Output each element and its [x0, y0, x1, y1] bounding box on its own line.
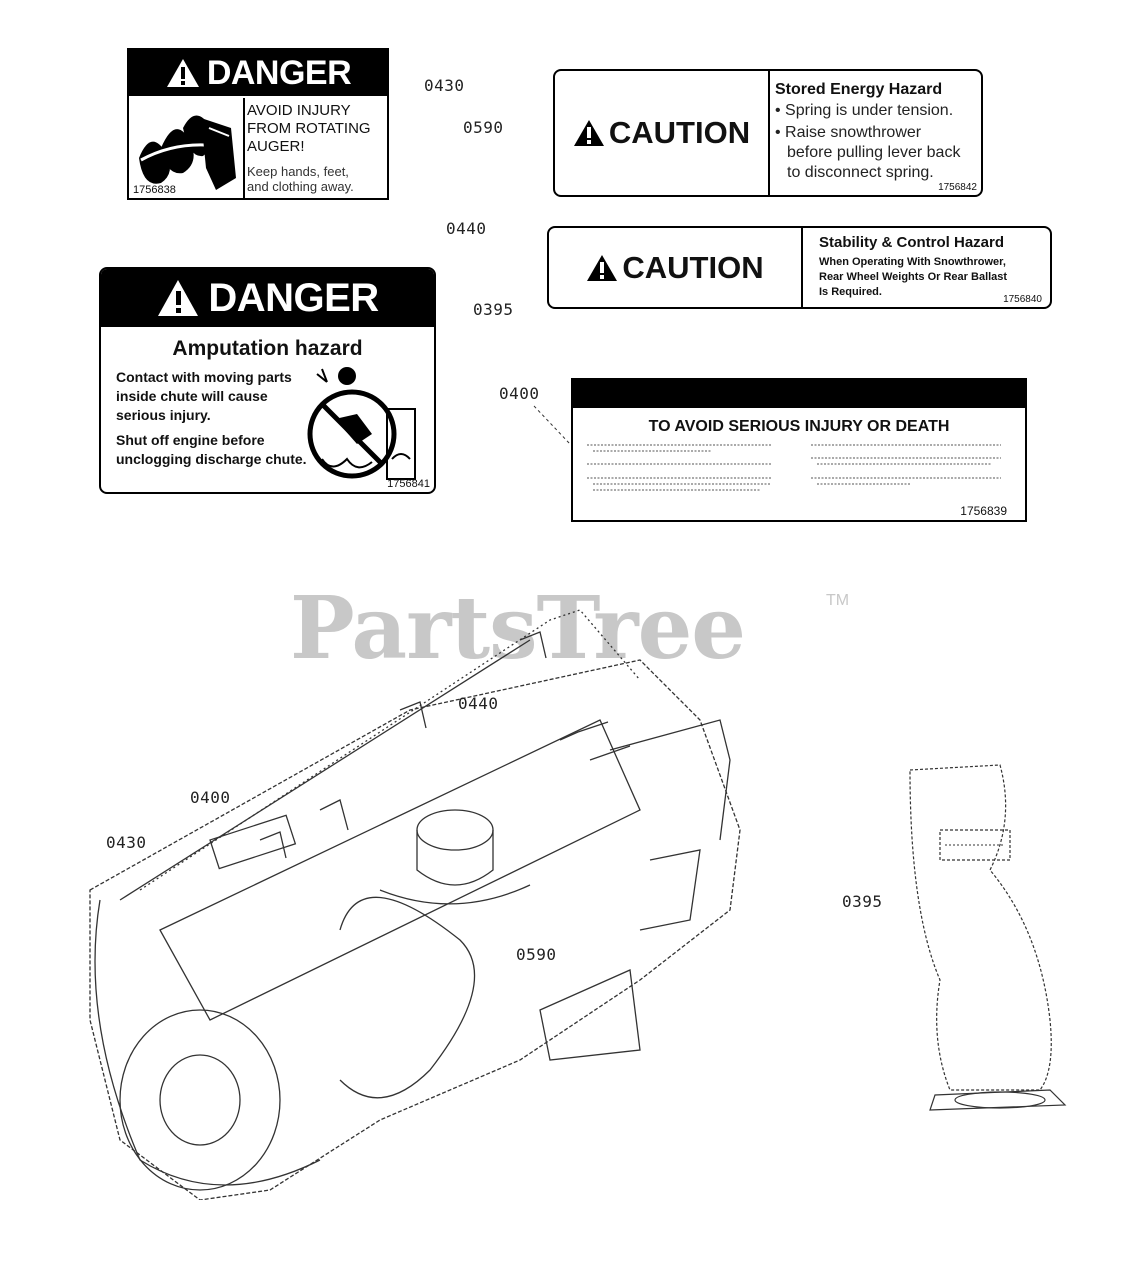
callout-0395-bottom: 0395 — [842, 892, 883, 911]
decal-title: Stored Energy Hazard — [775, 81, 943, 98]
text-line: unclogging discharge chute. — [116, 451, 307, 467]
text-line: and clothing away. — [247, 179, 354, 194]
warning-triangle-icon — [573, 119, 605, 147]
text-line: Rear Wheel Weights Or Rear Ballast — [819, 271, 1008, 283]
callout-0440-bottom: 0440 — [458, 694, 499, 713]
part-number: 1756838 — [133, 184, 176, 196]
decal-danger-amputation — [99, 267, 436, 494]
snowthrower-housing-drawing — [80, 600, 760, 1200]
caution-label: CAUTION — [622, 249, 764, 285]
decal-title: Amputation hazard — [172, 337, 363, 360]
part-number: 1756842 — [938, 182, 977, 193]
warning-triangle-icon — [165, 57, 201, 89]
decal-title: TO AVOID SERIOUS INJURY OR DEATH — [648, 418, 950, 435]
text-line: Contact with moving parts — [116, 369, 292, 385]
text-line: serious injury. — [116, 407, 211, 423]
text-line: Is Required. — [819, 286, 882, 298]
bullet-cont: to disconnect spring. — [787, 164, 934, 181]
decal-danger-auger — [127, 48, 389, 200]
caution-label: CAUTION — [608, 115, 751, 150]
warning-triangle-icon — [156, 278, 200, 318]
fine-print-text-block — [581, 440, 1021, 512]
decal-header-bar — [573, 380, 1025, 408]
text-line: AVOID INJURY — [247, 102, 351, 119]
auger-hazard-icon — [131, 98, 245, 198]
text-line: FROM ROTATING — [247, 120, 371, 137]
danger-header — [101, 269, 434, 327]
bullet: • Raise snowthrower — [775, 124, 922, 141]
callout-0400-top: 0400 — [499, 384, 540, 403]
bullet-cont: before pulling lever back — [787, 144, 961, 161]
callout-0430-bottom: 0430 — [106, 833, 147, 852]
warning-triangle-icon — [586, 254, 618, 282]
decal-avoid-injury — [571, 378, 1027, 522]
danger-header — [129, 50, 387, 96]
callout-0590-bottom: 0590 — [516, 945, 557, 964]
danger-label: DANGER — [206, 53, 352, 92]
decal-caution-stored-energy — [553, 69, 983, 197]
part-number: 1756839 — [960, 504, 1007, 518]
decal-caution-stability — [547, 226, 1052, 309]
partstree-watermark: PartsTree — [290, 578, 746, 679]
callout-0430-top: 0430 — [424, 76, 465, 95]
callout-0395-top: 0395 — [473, 300, 514, 319]
callout-0590-top: 0590 — [463, 118, 504, 137]
prohibited-hand-in-chute-icon — [297, 364, 422, 484]
decal-title: Stability & Control Hazard — [819, 234, 1005, 251]
callout-0440-top: 0440 — [446, 219, 487, 238]
discharge-chute-drawing — [890, 760, 1080, 1120]
text-line: When Operating With Snowthrower, — [819, 256, 1006, 268]
part-number: 1756840 — [1003, 294, 1042, 305]
danger-label: DANGER — [208, 275, 379, 320]
bullet: • Spring is under tension. — [775, 102, 954, 119]
text-line: Shut off engine before — [116, 432, 265, 448]
trademark-symbol: TM — [826, 592, 850, 609]
text-line: Keep hands, feet, — [247, 164, 349, 179]
text-line: inside chute will cause — [116, 388, 268, 404]
text-line: AUGER! — [247, 138, 305, 155]
callout-0400-bottom: 0400 — [190, 788, 231, 807]
part-number: 1756841 — [387, 478, 430, 490]
